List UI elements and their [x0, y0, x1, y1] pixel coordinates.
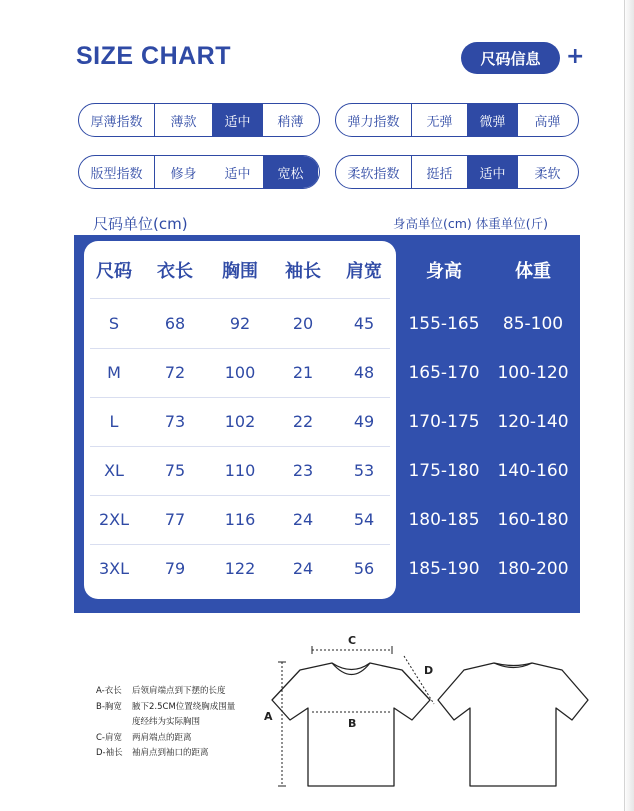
- table-cell-height: 170-175: [408, 412, 480, 432]
- legend-key: B-胸宽: [96, 702, 122, 712]
- legend-text: 度经纬为实际胸围: [132, 717, 201, 727]
- row-separator: [90, 397, 390, 398]
- table-cell-sleeve: 24: [292, 510, 314, 529]
- diagram-label-d: D: [424, 664, 434, 677]
- attr-option: 薄款: [170, 114, 197, 130]
- table-side-header: 身高: [426, 261, 462, 282]
- legend-text: 袖肩点到袖口的距离: [132, 748, 209, 758]
- table-cell-chest: 102: [224, 412, 256, 431]
- table-cell-length: 79: [164, 559, 186, 578]
- table-cell-length: 73: [164, 412, 186, 431]
- table-cell-shoulder: 48: [353, 363, 375, 382]
- attr-option-selected: 适中: [212, 104, 263, 136]
- attr-option-selected: 宽松: [263, 156, 318, 188]
- attr-thickness: [78, 103, 320, 137]
- attr-option: 柔软: [534, 166, 561, 182]
- legend-item: [96, 700, 235, 712]
- table-cell-size: S: [108, 314, 120, 333]
- table-cell-weight: 160-180: [497, 510, 569, 530]
- legend-item: [96, 684, 226, 696]
- attr-label: 弹力指数: [336, 104, 412, 136]
- table-cell-height: 175-180: [408, 461, 480, 481]
- table-cell-length: 77: [164, 510, 186, 529]
- table-header: 肩宽: [346, 261, 382, 282]
- attr-option: 适中: [224, 166, 251, 182]
- table-header: 尺码: [96, 261, 132, 282]
- table-cell-weight: 140-160: [497, 461, 569, 481]
- attr-option: 高弹: [534, 114, 561, 130]
- table-cell-height: 165-170: [408, 363, 480, 383]
- table-cell-chest: 92: [229, 314, 251, 333]
- attr-label: 柔软指数: [336, 156, 412, 188]
- table-cell-weight: 180-200: [497, 559, 569, 579]
- table-cell-shoulder: 54: [353, 510, 375, 529]
- attr-label: 版型指数: [79, 156, 155, 188]
- table-cell-shoulder: 53: [353, 461, 375, 480]
- legend-text: 后领肩端点到下摆的长度: [132, 686, 226, 696]
- table-cell-chest: 110: [224, 461, 256, 480]
- table-cell-height: 185-190: [408, 559, 480, 579]
- diagram-label-c: C: [348, 634, 357, 647]
- table-cell-sleeve: 24: [292, 559, 314, 578]
- diagram-label-a: A: [264, 710, 273, 723]
- table-cell-size: 3XL: [98, 559, 130, 578]
- attr-option-selected: 适中: [467, 156, 518, 188]
- row-separator: [90, 348, 390, 349]
- table-cell-shoulder: 45: [353, 314, 375, 333]
- legend-text: 腋下2.5CM位置绕胸成围量: [132, 702, 236, 712]
- table-cell-length: 75: [164, 461, 186, 480]
- attr-label: 厚薄指数: [79, 104, 155, 136]
- table-cell-weight: 85-100: [502, 314, 564, 334]
- attr-option: 无弹: [426, 114, 453, 130]
- page-edge-line: [624, 0, 625, 811]
- table-header: 袖长: [285, 261, 321, 282]
- size-unit-label: 尺码单位(cm): [93, 215, 188, 233]
- attr-fit: [78, 155, 320, 189]
- table-cell-chest: 100: [224, 363, 256, 382]
- attr-elasticity: [335, 103, 579, 137]
- legend-text: 两肩端点的距离: [132, 733, 192, 743]
- attr-option: 修身: [170, 166, 197, 182]
- legend-key: D-袖长: [96, 748, 123, 758]
- plus-icon: +: [566, 44, 585, 69]
- table-cell-height: 180-185: [408, 510, 480, 530]
- table-cell-sleeve: 21: [292, 363, 314, 382]
- table-cell-weight: 100-120: [497, 363, 569, 383]
- row-separator: [90, 544, 390, 545]
- tshirt-diagram: [262, 628, 592, 798]
- table-cell-sleeve: 20: [292, 314, 314, 333]
- table-cell-shoulder: 49: [353, 412, 375, 431]
- header-separator: [90, 298, 390, 299]
- table-cell-size: M: [107, 363, 121, 382]
- page-edge: [624, 0, 634, 811]
- body-unit-label: 身高单位(cm) 体重单位(斤): [393, 216, 549, 231]
- table-cell-size: L: [109, 412, 119, 431]
- tshirt-back-icon: [438, 663, 588, 786]
- row-separator: [90, 446, 390, 447]
- legend-item: [96, 746, 209, 758]
- table-cell-size: XL: [104, 461, 124, 480]
- legend-item: [96, 731, 192, 743]
- table-header: 胸围: [222, 261, 258, 282]
- row-separator: [90, 495, 390, 496]
- attr-option: 稍薄: [277, 114, 304, 130]
- table-cell-size: 2XL: [98, 510, 130, 529]
- size-info-badge: 尺码信息: [461, 42, 560, 74]
- legend-key: A-衣长: [96, 686, 122, 696]
- table-cell-length: 68: [164, 314, 186, 333]
- diagram-label-b: B: [348, 717, 357, 730]
- table-header: 衣长: [157, 261, 193, 282]
- table-cell-height: 155-165: [408, 314, 480, 334]
- table-cell-chest: 122: [224, 559, 256, 578]
- attr-softness: [335, 155, 579, 189]
- attr-option: 挺括: [426, 166, 453, 182]
- table-side-header: 体重: [515, 261, 551, 282]
- table-cell-chest: 116: [224, 510, 256, 529]
- table-cell-shoulder: 56: [353, 559, 375, 578]
- table-cell-sleeve: 22: [292, 412, 314, 431]
- page-title: SIZE CHART: [76, 42, 231, 70]
- table-cell-sleeve: 23: [292, 461, 314, 480]
- table-cell-weight: 120-140: [497, 412, 569, 432]
- legend-item: [96, 715, 200, 727]
- legend-key: C-肩宽: [96, 733, 123, 743]
- attr-option-selected: 微弹: [467, 104, 518, 136]
- table-cell-length: 72: [164, 363, 186, 382]
